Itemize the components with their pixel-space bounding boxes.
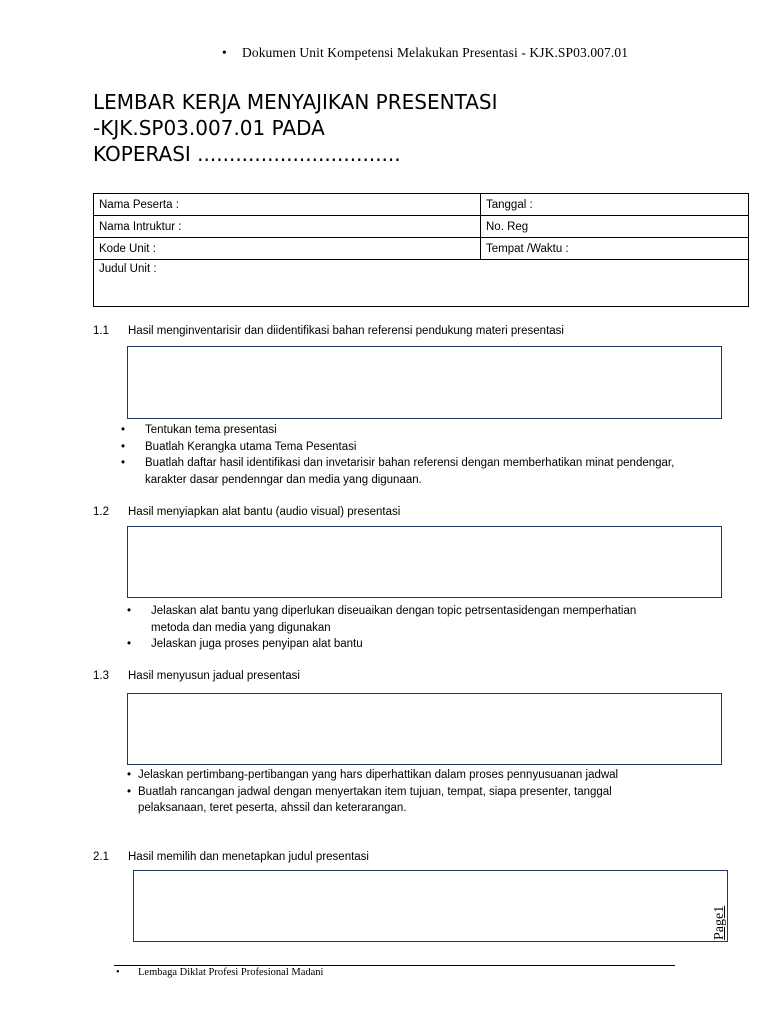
table-row bbox=[94, 260, 749, 307]
judul-unit-field[interactable]: Judul Unit : bbox=[94, 260, 749, 307]
header-text: Dokumen Unit Kompetensi Melakukan Presentasi - KJK.SP03.007.01 bbox=[242, 45, 629, 60]
list-item: • Jelaskan alat bantu yang diperlukan diseuaikan dengan topic petrsentasidengan memperhatian metoda dan media yang digunakan bbox=[127, 603, 667, 636]
table-row bbox=[94, 216, 749, 238]
title-line-2: -KJK.SP03.007.01 PADA bbox=[93, 116, 325, 140]
section-1-3-instructions bbox=[127, 767, 657, 817]
section-2-1-answer-box[interactable] bbox=[133, 870, 728, 942]
section-title: Hasil menginventarisir dan diidentifikasi bahan referensi pendukung materi presentasi bbox=[128, 325, 564, 337]
section-title: Hasil menyiapkan alat bantu (audio visual) presentasi bbox=[128, 506, 401, 518]
section-1-2-answer-box[interactable] bbox=[127, 526, 722, 598]
document-header bbox=[222, 45, 628, 61]
title-line-3: KOPERASI ................................ bbox=[93, 142, 401, 166]
section-1-1-instructions bbox=[121, 422, 681, 488]
section-number: 1.2 bbox=[93, 506, 109, 518]
section-number: 1.3 bbox=[93, 670, 109, 682]
nama-peserta-field[interactable]: Nama Peserta : bbox=[94, 194, 481, 216]
section-number: 2.1 bbox=[93, 851, 109, 863]
section-2-1-heading bbox=[93, 851, 369, 863]
title-line-1: LEMBAR KERJA MENYAJIKAN PRESENTASI bbox=[93, 90, 498, 114]
section-title: Hasil memilih dan menetapkan judul presentasi bbox=[128, 851, 369, 863]
table-row bbox=[94, 194, 749, 216]
section-number: 1.1 bbox=[93, 325, 109, 337]
page-title bbox=[93, 89, 653, 167]
nama-instruktur-field[interactable]: Nama Intruktur : bbox=[94, 216, 481, 238]
tempat-waktu-field[interactable]: Tempat /Waktu : bbox=[481, 238, 749, 260]
section-1-1-answer-box[interactable] bbox=[127, 346, 722, 419]
table-row bbox=[94, 238, 749, 260]
section-1-2-heading bbox=[93, 506, 400, 518]
footer-bullet: • bbox=[116, 967, 120, 978]
list-item: • Buatlah Kerangka utama Tema Pesentasi bbox=[121, 439, 681, 456]
section-1-3-answer-box[interactable] bbox=[127, 693, 722, 765]
section-title: Hasil menyusun jadual presentasi bbox=[128, 670, 300, 682]
section-1-1-heading bbox=[93, 325, 564, 337]
list-item: • Jelaskan pertimbang-pertibangan yang hars diperhattikan dalam proses pennyusuanan jadwal bbox=[127, 767, 657, 784]
list-item: • Jelaskan juga proses penyipan alat bantu bbox=[127, 636, 667, 653]
document-footer bbox=[116, 967, 323, 978]
section-1-3-heading bbox=[93, 670, 300, 682]
header-bullet: • bbox=[222, 45, 227, 60]
page-number: Page1 bbox=[712, 905, 727, 940]
list-item: • Tentukan tema presentasi bbox=[121, 422, 681, 439]
section-1-2-instructions bbox=[127, 603, 667, 653]
footer-divider bbox=[114, 965, 675, 966]
footer-text: Lembaga Diklat Profesi Profesional Madani bbox=[138, 967, 324, 978]
tanggal-field[interactable]: Tanggal : bbox=[481, 194, 749, 216]
no-reg-field[interactable]: No. Reg bbox=[481, 216, 749, 238]
kode-unit-field[interactable]: Kode Unit : bbox=[94, 238, 481, 260]
list-item: • Buatlah rancangan jadwal dengan menyertakan item tujuan, tempat, siapa presenter, tanggal pelaksanaan, teret peserta, ahssil dan keterarangan. bbox=[127, 784, 657, 817]
participant-info-table bbox=[93, 193, 749, 307]
list-item: • Buatlah daftar hasil identifikasi dan invetarisir bahan referensi dengan memberhatikan minat pendengar, karakter dasar pendenngar dan media yang digunaan. bbox=[121, 455, 681, 488]
